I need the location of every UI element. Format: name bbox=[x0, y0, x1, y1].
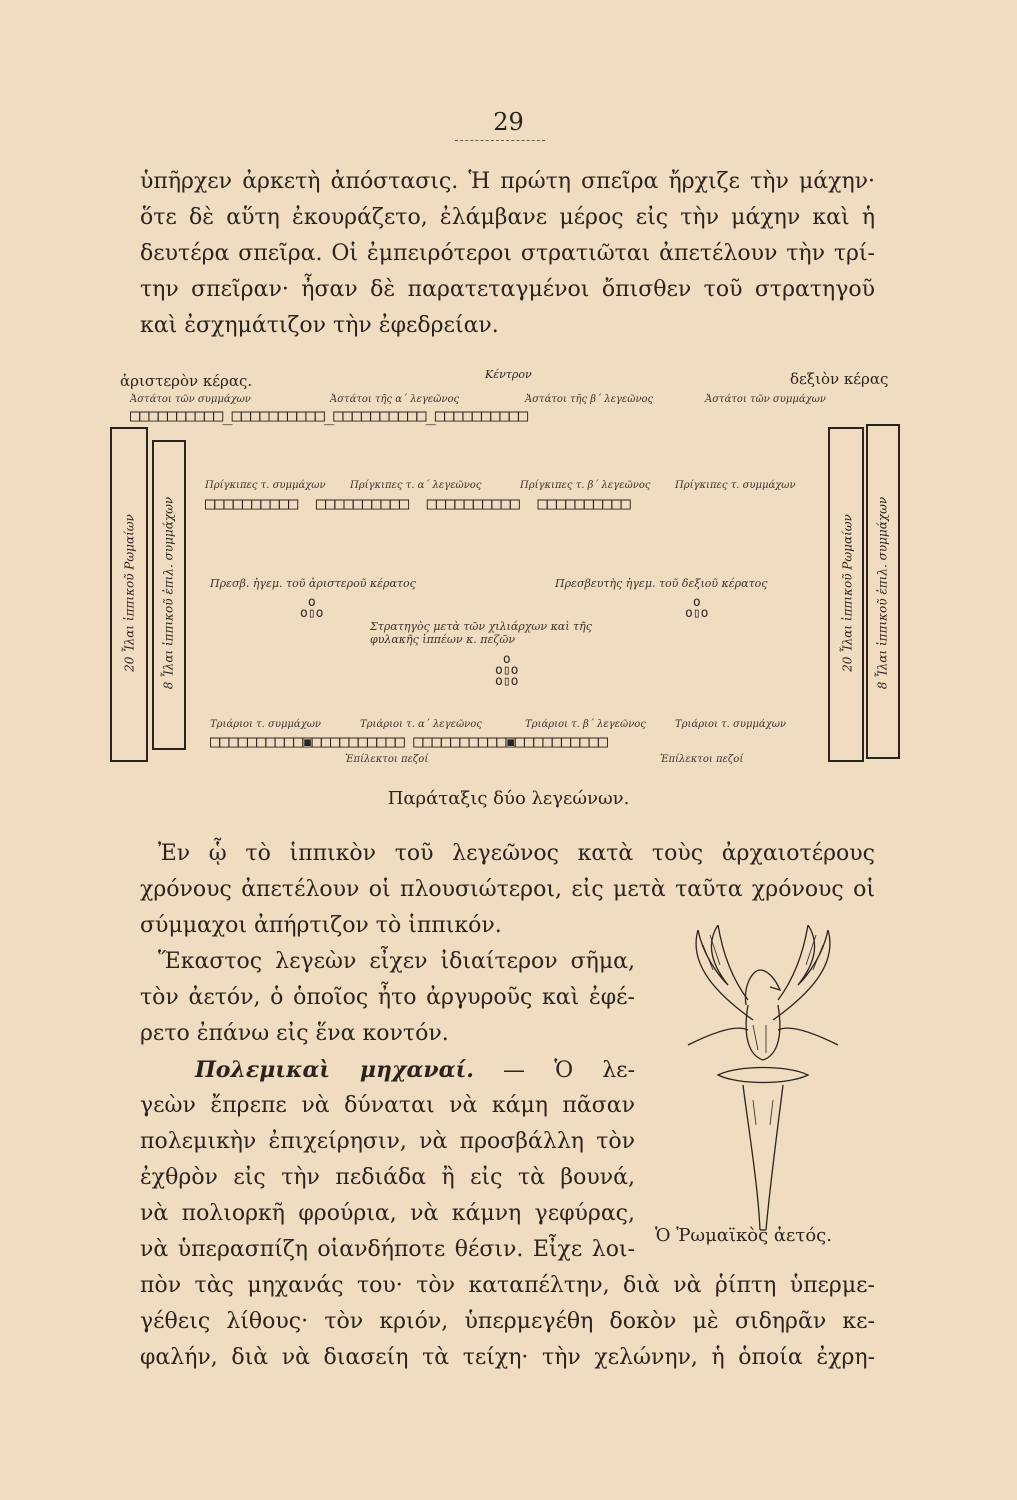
top-paragraph bbox=[140, 164, 875, 344]
text-line: πὸν τὰς μηχανάς του· τὸν καταπέλτην, διὰ νὰ ῥίπτη ὑπερμε- bbox=[140, 1273, 875, 1298]
principes-row bbox=[205, 494, 630, 514]
unit-boxes: □□□□□□□□□□ bbox=[130, 406, 223, 426]
text-line: νὰ πολιορκῆ φρούρια, νὰ κάμνη γεφύρας, bbox=[140, 1201, 635, 1226]
row2-label: Πρίγκιπες τ. β΄ λεγεῶνος bbox=[520, 480, 651, 491]
row2-label: Πρίγκιπες τ. συμμάχων bbox=[675, 480, 796, 491]
text-line: καὶ ἐσχημάτιζον τὴν ἐφεδρείαν. bbox=[140, 313, 499, 338]
text-line: νὰ ὑπερασπίζη οἱανδήποτε θέσιν. Εἶχε λοι- bbox=[140, 1237, 635, 1262]
engines-heading: Πολεμικαὶ μηχαναί. bbox=[195, 1057, 474, 1083]
general-marker: o o▯o o▯o bbox=[495, 652, 519, 689]
text-line: γεὼν ἔπρεπε νὰ δύναται νὰ κάμη πᾶσαν bbox=[140, 1093, 635, 1118]
row3-label: Τριάριοι τ. συμμάχων bbox=[675, 719, 786, 730]
unit-boxes: □□□□□□□□□□ bbox=[434, 406, 528, 426]
right-wing-label: δεξιὸν κέρας bbox=[790, 370, 889, 388]
diagram-caption: Παράταξις δύο λεγεώνων. bbox=[387, 788, 630, 809]
text-line: ὅτε δὲ αὕτη ἐκουράζετο, ἐλάμβανε μέρος εἰς τὴν μάχην καὶ ἡ bbox=[140, 205, 875, 230]
right-cavalry-label: 20 Ἶλαι ἱππικοῦ Ρωμαίων bbox=[840, 514, 855, 672]
general-label: Στρατηγὸς μετὰ τῶν χιλιάρχων καὶ τῆς φυλακῆς ἱππέων κ. πεζῶν bbox=[370, 620, 592, 646]
right-commander-marker: o o▯o bbox=[685, 595, 709, 621]
unit-boxes: □□□□□□□□□□▣□□□□□□□□□□ bbox=[210, 732, 404, 752]
text-line: ὑπῆρχεν ἀρκετὴ ἀπόστασις. Ἡ πρώτη σπεῖρα ἤρχιζε τὴν μάχην· bbox=[140, 169, 875, 194]
text-line: χρόνους ἀπετέλουν οἱ πλουσιώτεροι, εἰς μετὰ ταῦτα χρόνους οἱ bbox=[140, 877, 875, 902]
eagle-paragraph bbox=[140, 944, 635, 1052]
engines-intro: — Ὁ λε- bbox=[503, 1058, 636, 1083]
engines-paragraph bbox=[140, 1052, 635, 1268]
eagle-caption: Ὁ Ῥωμαϊκὸς ἀετός. bbox=[655, 1225, 832, 1246]
triarii-row bbox=[210, 732, 607, 752]
text-line bbox=[140, 1052, 635, 1088]
legion-formation-diagram bbox=[110, 368, 900, 767]
text-line: Ἐν ᾧ τὸ ἱππικὸν τοῦ λεγεῶνος κατὰ τοὺς ἀρχαιοτέρους bbox=[158, 841, 875, 866]
unit-boxes: □□□□□□□□□□▣□□□□□□□□□□ bbox=[413, 732, 608, 752]
unit-boxes: □□□□□□□□□□ bbox=[205, 494, 298, 514]
row3-label: Τριάριοι τ. συμμάχων bbox=[210, 719, 321, 730]
roman-eagle-illustration bbox=[648, 925, 878, 1235]
row1-label: Ἀστάτοι τῆς β΄ λεγεῶνος bbox=[525, 394, 654, 405]
left-wing-label: ἀριστερὸν κέρας. bbox=[120, 372, 253, 390]
elite-infantry-label: Ἐπίλεκτοι πεζοί bbox=[345, 754, 429, 765]
bottom-paragraph bbox=[140, 1268, 875, 1376]
center-label: Κέντρον bbox=[485, 368, 532, 381]
unit-boxes: □□□□□□□□□□ bbox=[537, 494, 630, 514]
hastati-row: □□□□□□□□□□_□□□□□□□□□□_□□□□□□□□□□_□□□□□□□□□□ bbox=[130, 406, 528, 426]
row3-label: Τριάριοι τ. α΄ λεγεῶνος bbox=[360, 719, 482, 730]
text-line: την σπεῖραν· ἦσαν δὲ παρατεταγμένοι ὄπισθεν τοῦ στρατηγοῦ bbox=[140, 277, 875, 302]
unit-boxes: □□□□□□□□□□ bbox=[315, 494, 409, 514]
text-line: ρετο ἐπάνω εἰς ἕνα κοντόν. bbox=[140, 1021, 449, 1046]
row1-label: Ἀστάτοι τῆς α΄ λεγεῶνος bbox=[330, 394, 460, 405]
right-commander-label: Πρεσβευτὴς ἡγεμ. τοῦ δεξιοῦ κέρατος bbox=[555, 577, 768, 590]
text-line: δευτέρα σπεῖρα. Οἱ ἐμπειρότεροι στρατιῶται ἀπετέλουν τὴν τρί- bbox=[140, 241, 875, 266]
row1-label: Ἀστάτοι τῶν συμμάχων bbox=[130, 394, 251, 405]
text-line: φαλήν, διὰ νὰ διασείη τὰ τείχη· τὴν χελώνην, ἡ ὁποία ἐχρη- bbox=[140, 1345, 875, 1370]
page-number: 29 bbox=[493, 108, 524, 136]
right-allied-cavalry-label: 8 Ἶλαι ἱππικοῦ ἐπιλ. συμμάχων bbox=[875, 496, 890, 690]
row2-label: Πρίγκιπες τ. συμμάχων bbox=[205, 480, 326, 491]
row3-label: Τριάριοι τ. β΄ λεγεῶνος bbox=[525, 719, 646, 730]
left-cavalry-label: 20 Ἶλαι ἱππικοῦ Ρωμαίων bbox=[122, 514, 137, 672]
elite-infantry-label: Ἐπίλεκτοι πεζοί bbox=[660, 754, 744, 765]
unit-boxes: □□□□□□□□□□ bbox=[231, 406, 324, 426]
unit-boxes: □□□□□□□□□□ bbox=[426, 494, 520, 514]
left-commander-label: Πρεσβ. ἡγεμ. τοῦ ἀριστεροῦ κέρατος bbox=[210, 577, 416, 590]
text-line: πολεμικὴν ἐπιχείρησιν, νὰ προσβάλλη τὸν bbox=[140, 1129, 635, 1154]
left-allied-cavalry-label: 8 Ἶλαι ἱππικοῦ ἐπιλ. συμμάχων bbox=[161, 496, 176, 690]
unit-boxes: □□□□□□□□□□ bbox=[333, 406, 426, 426]
row1-label: Ἀστάτοι τῶν συμμάχων bbox=[705, 394, 826, 405]
header-rule bbox=[455, 140, 545, 141]
text-line: ἐχθρὸν εἰς τὴν πεδιάδα ἢ εἰς τὰ βουνά, bbox=[140, 1165, 635, 1190]
text-line: Ἕκαστος λεγεὼν εἶχεν ἰδιαίτερον σῆμα, bbox=[158, 949, 635, 974]
left-commander-marker: o o▯o bbox=[300, 595, 324, 621]
text-line: γέθεις λίθους· τὸν κριόν, ὑπερμεγέθη δοκὸν μὲ σιδηρᾶν κε- bbox=[140, 1309, 875, 1334]
text-line: σύμμαχοι ἀπήρτιζον τὸ ἱππικόν. bbox=[140, 913, 502, 938]
row2-label: Πρίγκιπες τ. α΄ λεγεῶνος bbox=[350, 480, 482, 491]
text-line: τὸν ἀετόν, ὁ ὁποῖος ἦτο ἀργυροῦς καὶ ἐφέ- bbox=[140, 985, 635, 1010]
